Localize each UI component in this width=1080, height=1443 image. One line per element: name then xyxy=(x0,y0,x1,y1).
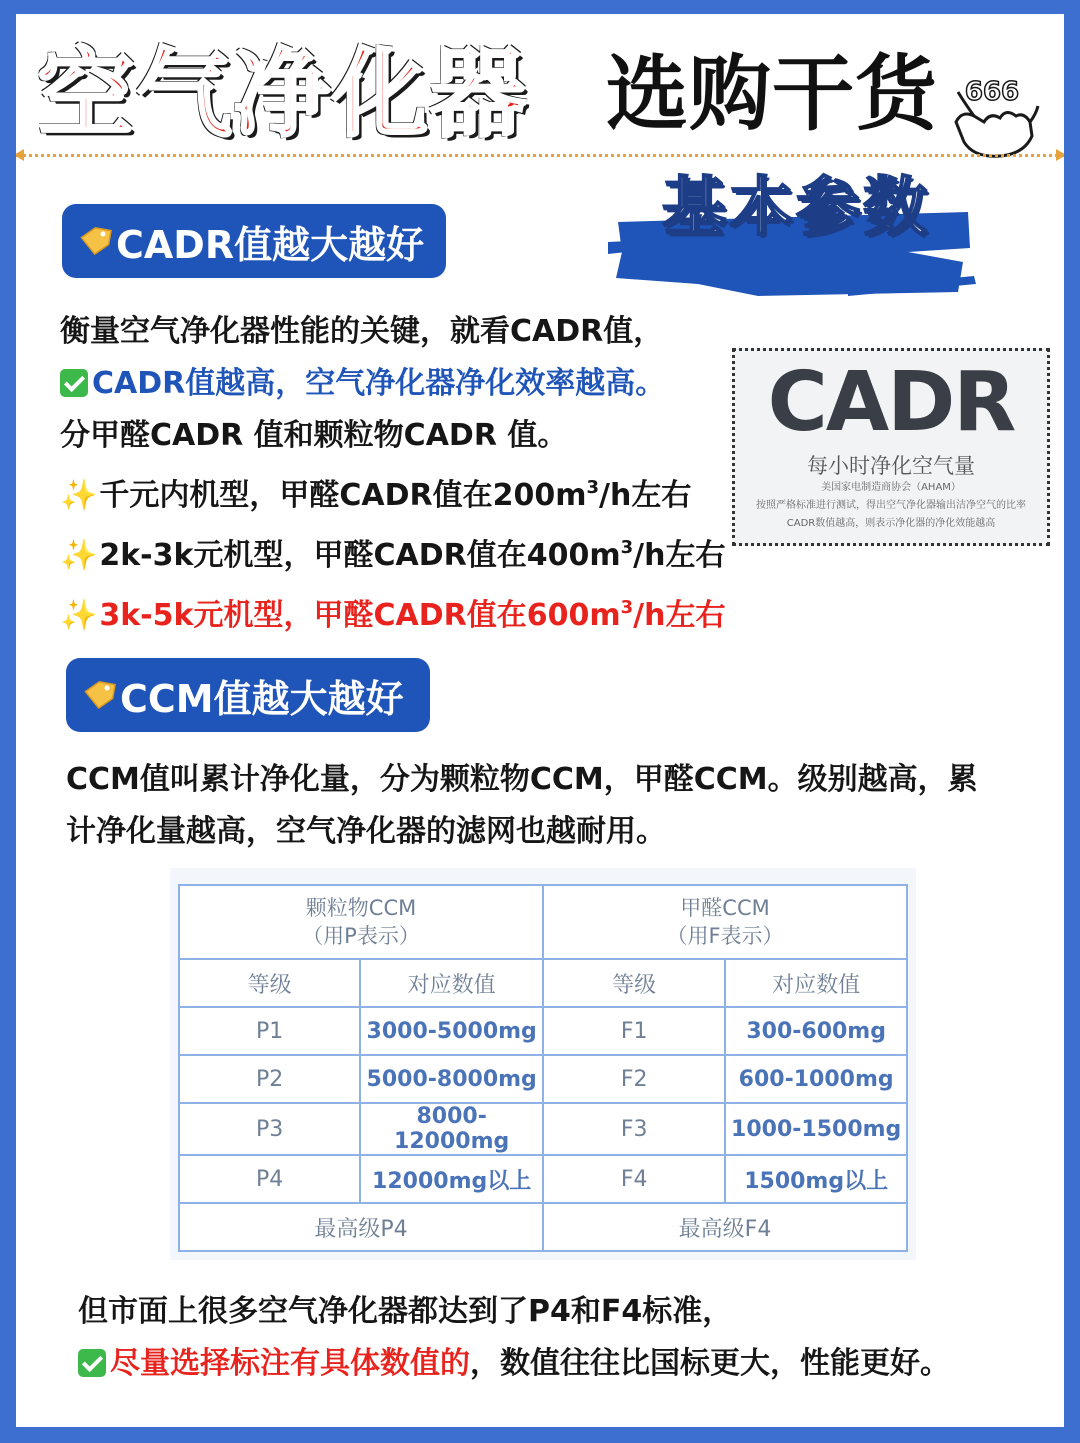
group-p-title: 颗粒物CCM xyxy=(305,896,417,920)
superscript-3: 3 xyxy=(586,477,600,498)
f-value-cell: 300-600mg xyxy=(725,1007,907,1055)
p-value-cell: 5000-8000mg xyxy=(360,1055,543,1103)
p-level-cell: P2 xyxy=(179,1055,360,1103)
cadr-line-5 xyxy=(60,522,725,582)
cadr-line-6 xyxy=(60,582,725,642)
superscript-3: 3 xyxy=(620,597,634,618)
sparkle-icon: ✨ xyxy=(60,538,98,573)
p-level-cell: P4 xyxy=(179,1155,360,1203)
cadr-line-6-unit: /h左右 xyxy=(633,598,726,633)
table-header-row xyxy=(179,885,907,959)
cadr-line-3: 分甲醛CADR 值和颗粒物CADR 值。 xyxy=(60,418,568,453)
p-value-cell: 3000-5000mg xyxy=(360,1007,543,1055)
p-level-cell: P3 xyxy=(179,1103,360,1155)
bottom-line-2-highlight: 尽量选择标注有具体数值的 xyxy=(110,1346,470,1381)
section-cadr-label: CADR值越大越好 xyxy=(116,222,425,267)
sparkle-icon: ✨ xyxy=(60,478,98,513)
bottom-text-block xyxy=(78,1286,950,1390)
group-header-f xyxy=(543,885,907,959)
f-value-cell: 1500mg以上 xyxy=(725,1155,907,1203)
group-f-title: 甲醛CCM xyxy=(680,896,770,920)
table-subheader-row xyxy=(179,959,907,1007)
check-icon xyxy=(78,1349,106,1377)
cadr-line-2 xyxy=(60,358,725,410)
f-value-cell: 1000-1500mg xyxy=(725,1103,907,1155)
cadr-org: 美国家电制造商协会（AHAM） xyxy=(821,482,961,493)
cadr-line-4-unit: /h左右 xyxy=(599,478,692,513)
cadr-line-6-text: 3k-5k元机型，甲醛CADR值在600m xyxy=(99,598,621,633)
table-footer-row xyxy=(179,1203,907,1251)
ccm-paragraph xyxy=(66,754,1036,858)
table-row xyxy=(179,1007,907,1055)
table-row xyxy=(179,1155,907,1203)
col-level-p: 等级 xyxy=(179,959,360,1007)
col-level-f: 等级 xyxy=(543,959,725,1007)
p-level-cell: P1 xyxy=(179,1007,360,1055)
col-value-f: 对应数值 xyxy=(725,959,907,1007)
cadr-desc-2: CADR数值越高，则表示净化器的净化效能越高 xyxy=(786,518,996,529)
cadr-subtitle: 每小时净化空气量 xyxy=(807,454,975,478)
table-row xyxy=(179,1055,907,1103)
f-level-cell: F3 xyxy=(543,1103,725,1155)
ccm-table xyxy=(178,884,908,1252)
group-p-note: （用P表示） xyxy=(302,924,420,948)
divider-arrow-right-icon xyxy=(1056,149,1064,161)
table-row xyxy=(179,1103,907,1155)
group-header-p xyxy=(179,885,543,959)
cadr-line-5-text: 2k-3k元机型，甲醛CADR值在400m xyxy=(99,538,621,573)
bottom-line-1: 但市面上很多空气净化器都达到了P4和F4标准， xyxy=(78,1294,733,1329)
title-black: 选购干货 xyxy=(606,47,939,142)
bottom-line-2 xyxy=(78,1338,950,1390)
divider-arrow-left-icon xyxy=(16,149,24,161)
cadr-text-block xyxy=(60,306,725,642)
cadr-logo: CADR xyxy=(767,355,1015,450)
dotted-divider xyxy=(16,154,1064,157)
cadr-desc-1: 按照严格标准进行测试，得出空气净化器输出洁净空气的比率 xyxy=(756,500,1026,511)
p-value-cell: 12000mg以上 xyxy=(360,1155,543,1203)
hand-666-icon xyxy=(944,62,1044,162)
f-level-cell: F2 xyxy=(543,1055,725,1103)
section-cadr-pill xyxy=(62,204,446,278)
banner-label: 基本参数 xyxy=(662,171,930,245)
group-f-note: （用F表示） xyxy=(666,924,784,948)
ccm-table-container xyxy=(170,868,916,1260)
check-icon xyxy=(60,369,88,397)
section-ccm-pill xyxy=(66,658,430,732)
f-value-cell: 600-1000mg xyxy=(725,1055,907,1103)
cadr-line-5-unit: /h左右 xyxy=(633,538,726,573)
sparkle-icon: ✨ xyxy=(60,598,98,633)
bottom-line-2-rest: ，数值往往比国标更大，性能更好。 xyxy=(470,1346,950,1381)
section-ccm-label: CCM值越大越好 xyxy=(120,676,404,721)
cadr-line-4 xyxy=(60,462,725,522)
f-level-cell: F4 xyxy=(543,1155,725,1203)
superscript-3: 3 xyxy=(620,537,634,558)
hand-666-text: 666 xyxy=(964,77,1020,107)
cadr-line-4-text: 千元内机型，甲醛CADR值在200m xyxy=(99,478,587,513)
p-value-cell: 8000-12000mg xyxy=(360,1103,543,1155)
price-tag-icon xyxy=(82,680,116,710)
price-tag-icon xyxy=(78,226,112,256)
cadr-line-1: 衡量空气净化器性能的关键，就看CADR值， xyxy=(60,314,664,349)
col-value-p: 对应数值 xyxy=(360,959,543,1007)
cadr-info-card xyxy=(732,348,1050,546)
footer-f-cell: 最高级F4 xyxy=(543,1203,907,1251)
cadr-line-2-text: CADR值越高，空气净化器净化效率越高。 xyxy=(92,366,666,401)
f-level-cell: F1 xyxy=(543,1007,725,1055)
footer-p-cell: 最高级P4 xyxy=(179,1203,543,1251)
ccm-line-1: CCM值叫累计净化量，分为颗粒物CCM，甲醛CCM。级别越高，累 xyxy=(66,762,978,797)
ccm-line-2: 计净化量越高，空气净化器的滤网也越耐用。 xyxy=(66,814,666,849)
title-red: 空气净化器 xyxy=(38,38,528,150)
page xyxy=(16,14,1064,1427)
